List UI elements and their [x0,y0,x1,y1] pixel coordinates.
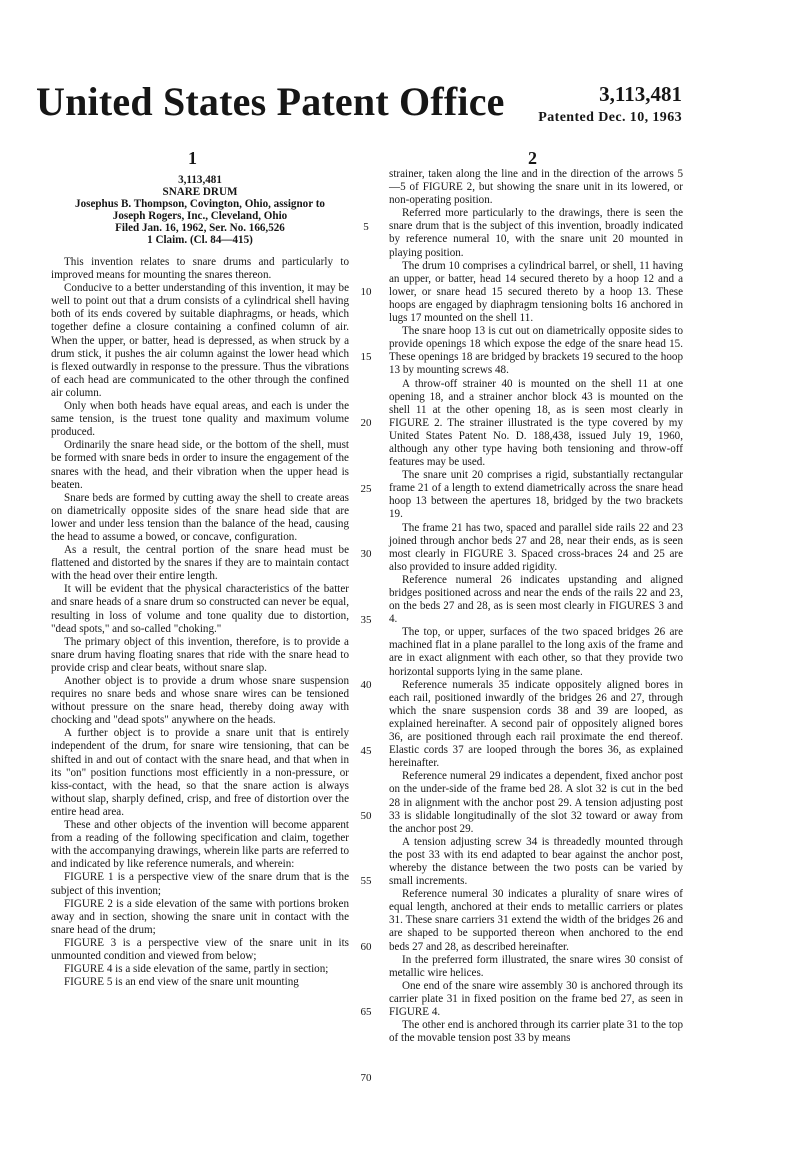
inventor-line-2: Joseph Rogers, Inc., Cleveland, Ohio [112,210,288,222]
paragraph: strainer, taken along the line and in the direction of the arrows 5—5 of FIGURE 2, but showing the snare unit in its lowered, or non-operating position. [389,168,683,207]
office-title: United States Patent Office [36,79,505,124]
filed-line: Filed Jan. 16, 1962, Ser. No. 166,526 [115,222,285,234]
paragraph: FIGURE 4 is a side elevation of the same, partly in section; [64,963,329,976]
paragraph: A tension adjusting screw 34 is threadedly mounted through the post 33 with its end adapted to bear against the anchor post, whereby the distance between the two posts can be varied by small increments. [389,835,683,888]
paragraph: Ordinarily the snare head side, or the bottom of the shell, must be formed with snare beds in order to insure the engagement of the snares with the head, and their vibration when the upper head is beaten. [51,439,349,491]
paragraph: FIGURE 2 is a side elevation of the same with portions broken away and in section, showing the snare unit in contact with the snare head of the drum; [51,897,349,936]
paragraph: Only when both heads have equal areas, and each is under the same tension, is the truest tone quality and maximum volume produced. [51,400,349,439]
claims-line: 1 Claim. (Cl. 84—415) [147,234,253,246]
paragraph: Reference numeral 30 indicates a plurality of snare wires of equal length, anchored at their ends to metallic carriers or plates 31. These snare carriers 31 extend the width of the bridges 26 and are shaped to be supported thereon when anchored to the end beds 27 and 28, as described hereinafter. [389,888,683,953]
patent-header-number: 3,113,481 [178,174,222,186]
paragraph: Conducive to a better understanding of this invention, it may be well to point out that a drum consists of a cylindrical shell having both of its ends covered by suitable diaphragms, or heads, which together define a closure containing a confined column of air. When the upper, or batter, head is depressed, as when struck by a drum stick, it pushes the air column against the lower head which is flexed outwardly in response to the pressure. Thus the vibrations of each head are communicated to the other through the confined air column. [51,282,349,399]
line-number-gutter [354,0,380,1175]
paragraph: The top, or upper, surfaces of the two spaced bridges 26 are machined flat in a plane parallel to the long axis of the frame and are in exact alignment with each other, so that they provide two horizontal supports lying in the same plane. [389,626,683,678]
paragraph: This invention relates to snare drums and particularly to improved means for mounting the snares thereon. [51,256,349,282]
paragraph: Reference numeral 26 indicates upstanding and aligned bridges positioned across and near the ends of the rails 22 and 23, on the beds 27 and 28, as is seen most clearly in FIGURES 3 and 4. [389,573,683,626]
patent-header-block [51,174,349,246]
line-number: 60 [360,941,372,953]
paragraph: A further object is to provide a snare unit that is entirely independent of the drum, for snare wire tensioning, that can be shifted in and out of contact with the snare head, and that when in its "on" position functions most efficiently in a non-pressure, or kiss-contact, with the head, so that the snare action is always without slap, sharply defined, crisp, and free of distortion over the entire head area. [51,727,349,818]
line-number: 40 [360,679,372,691]
patent-number: 3,113,481 [599,82,682,106]
paragraph: The snare unit 20 comprises a rigid, substantially rectangular frame 21 of a length to extend diametrically across the snare head hoop 13 between the apertures 18, bridged by the two brackets 19. [389,469,683,521]
paragraph: The other end is anchored through its carrier plate 31 to the top of the movable tension post 33 by means [389,1019,683,1045]
line-number: 70 [360,1072,372,1084]
line-number: 5 [363,221,369,233]
line-number: 55 [360,875,372,887]
paragraph: Referred more particularly to the drawings, there is seen the snare drum that is the subject of this invention, broadly indicated by reference numeral 10, with the snare unit 20 mounted in playing position. [389,207,683,259]
paragraph: The primary object of this invention, therefore, is to provide a snare drum having floating snares that ride with the snare head to provide crisp and clear beats, without snare slap. [51,635,349,674]
right-text-column [389,168,683,1045]
line-number: 45 [360,745,372,757]
paragraph: A throw-off strainer 40 is mounted on the shell 11 at one opening 18, and a strainer anchor block 43 is mounted on the shell 11 at the other opening 18, as is seen most clearly in FIGURE 2. The strainer illustrated is the type covered by my United States Patent No. D. 188,438, issued July 19, 1960, although any other type having both tensioning and throw-off features may be used. [389,377,683,469]
line-number: 65 [360,1006,372,1018]
paragraph: It will be evident that the physical characteristics of the batter and snare heads of a snare drum so constructed can never be equal, resulting in loss of volume and tone quality due to distortion, "dead spots," and so-called "choking." [51,583,349,635]
column-number-2: 2 [528,148,537,168]
paragraph: Another object is to provide a drum whose snare suspension requires no snare beds and whose snare wires can be tensioned without pressure on the snare head, thereby doing away with chocking and "dead spots" anywhere on the heads. [51,675,349,727]
paragraph: One end of the snare wire assembly 30 is anchored through its carrier plate 31 in fixed position on the frame bed 27, as seen in FIGURE 4. [389,979,683,1018]
paragraph: In the preferred form illustrated, the snare wires 30 consist of metallic wire helices. [389,953,683,979]
patent-title: SNARE DRUM [162,186,238,198]
paragraph: Reference numeral 29 indicates a dependent, fixed anchor post on the under-side of the frame bed 28. A slot 32 is cut in the bed 28 in alignment with the anchor post 29. A tension adjusting post 33 is slidable longitudinally of the slot 32 toward or away from the anchor post 29. [389,770,683,835]
line-number: 20 [360,417,372,429]
paragraph: The drum 10 comprises a cylindrical barrel, or shell, 11 having an upper, or batter, head 14 secured thereto by a hoop 12 and a lower, or snare head 15 secured thereto by a hoop 13. These hoops are engaged by diaphragm tensioning bolts 16 anchored in lugs 17 mounted on the shell 11. [389,259,683,325]
line-number: 15 [360,351,372,363]
paragraph: FIGURE 3 is a perspective view of the snare unit in its unmounted condition and viewed from below; [51,936,349,962]
paragraph: Reference numerals 35 indicate oppositely aligned bores in each rail, positioned inwardly of the bridges 26 and 27, through which the snare suspension cords 38 and 39 are looped, as explained hereinafter. A second pair of oppositely aligned bores 36, are positioned through each rail proximate the end thereof. Elastic cords 37 are looped through the bores 36, as explained hereinafter. [389,678,683,770]
left-text-column [51,174,349,989]
right-paragraphs [389,168,683,1045]
paragraph: As a result, the central portion of the snare head must be flattened and distorted by the snares if they are to maintain contact with the head over their entire length. [51,544,349,583]
paragraph: Snare beds are formed by cutting away the shell to create areas on diametrically opposite sides of the snare head side that are lower and under less tension than the balance of the head, causing the head to assume a bowed, or concave, configuration. [51,491,349,543]
patented-date: Patented Dec. 10, 1963 [538,110,682,125]
line-number: 10 [360,286,372,298]
line-number: 35 [360,614,372,626]
inventor-line-1: Josephus B. Thompson, Covington, Ohio, assignor to [75,198,325,210]
line-number: 50 [360,810,372,822]
column-number-1: 1 [188,148,197,168]
line-number: 25 [360,483,372,495]
paragraph: The snare hoop 13 is cut out on diametrically opposite sides to provide openings 18 which expose the edge of the snare head 15. These openings 18 are bridged by brackets 19 secured to the hoop 13 by mounting screws 48. [389,325,683,377]
paragraph: FIGURE 5 is an end view of the snare unit mounting [64,976,299,989]
paragraph: These and other objects of the invention will become apparent from a reading of the following specification and claim, together with the accompanying drawings, wherein like parts are referred to and indicated by like reference numerals, and wherein: [51,819,349,871]
left-paragraphs [51,256,349,989]
paragraph: FIGURE 1 is a perspective view of the snare drum that is the subject of this invention; [51,871,349,897]
paragraph: The frame 21 has two, spaced and parallel side rails 22 and 23 joined through anchor beds 27 and 28, near their ends, as is seen most clearly in FIGURE 3. Spaced cross-braces 24 and 25 are also provided to insure added rigidity. [389,521,683,573]
line-number: 30 [360,548,372,560]
